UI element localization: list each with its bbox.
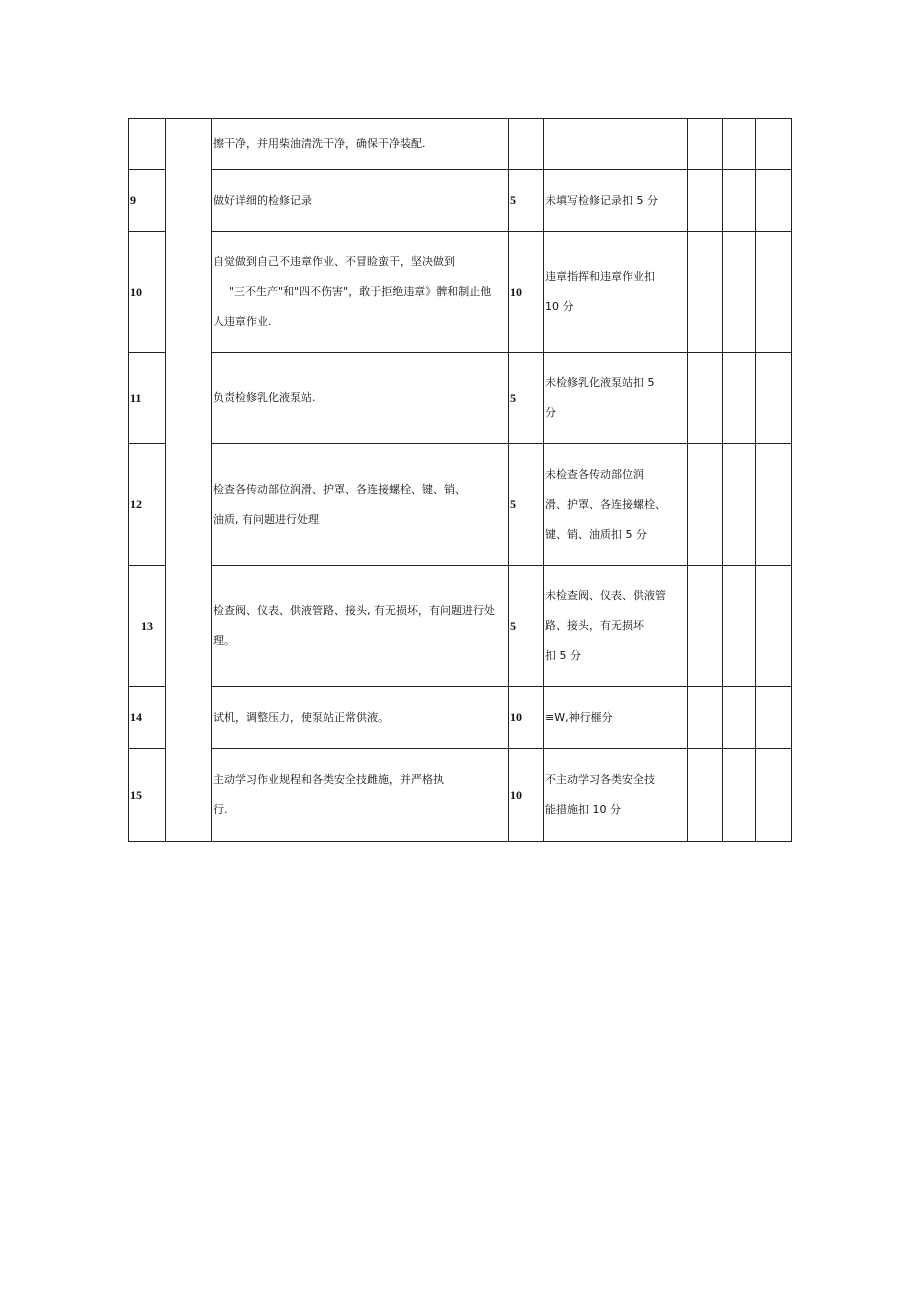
table-row <box>129 119 792 170</box>
item-number: 15 <box>129 749 166 842</box>
blank-cell <box>688 687 723 749</box>
blank-cell <box>723 566 756 687</box>
item-score: 10 <box>509 687 544 749</box>
item-score: 5 <box>509 353 544 444</box>
deduction-rule: 未检查阀、仪表、供液管 路、接头，有无损坏 扣 5 分 <box>544 566 688 687</box>
blank-cell <box>756 444 792 566</box>
item-content: 检查各传动部位润滑、护罩、各连接螺栓、键、销、 油质, 有问题进行处理 <box>212 444 509 566</box>
item-content: 做好详细的检修记录 <box>212 170 509 232</box>
category-cell <box>166 119 212 842</box>
blank-cell <box>723 232 756 353</box>
item-score: 5 <box>509 566 544 687</box>
blank-cell <box>723 119 756 170</box>
blank-cell <box>723 353 756 444</box>
item-content: 擦干净，并用柴油清洗干净，确保干净装配. <box>212 119 509 170</box>
blank-cell <box>688 353 723 444</box>
item-content: 负责检修乳化液泵站. <box>212 353 509 444</box>
deduction-rule <box>544 119 688 170</box>
blank-cell <box>723 170 756 232</box>
item-number: 11 <box>129 353 166 444</box>
table-row <box>129 566 792 687</box>
item-content: 主动学习作业规程和各类安全技雌施，并严格执 行. <box>212 749 509 842</box>
blank-cell <box>723 444 756 566</box>
blank-cell <box>688 444 723 566</box>
item-number: 12 <box>129 444 166 566</box>
deduction-rule: 不主动学习各类安全技 能措施扣 10 分 <box>544 749 688 842</box>
deduction-rule: 违章指挥和违章作业扣 10 分 <box>544 232 688 353</box>
item-score: 5 <box>509 170 544 232</box>
item-content: 检查阀、仪表、供液管路、接头, 有无损坏，有问题进行处 理。 <box>212 566 509 687</box>
blank-cell <box>756 687 792 749</box>
item-score: 10 <box>509 232 544 353</box>
item-score: 5 <box>509 444 544 566</box>
table-row <box>129 687 792 749</box>
table-row <box>129 232 792 353</box>
deduction-rule: ≡W,神行榧分 <box>544 687 688 749</box>
table-row <box>129 353 792 444</box>
item-number <box>129 119 166 170</box>
item-number: 13 <box>129 566 166 687</box>
blank-cell <box>756 119 792 170</box>
blank-cell <box>756 353 792 444</box>
blank-cell <box>756 749 792 842</box>
table-row <box>129 444 792 566</box>
blank-cell <box>688 119 723 170</box>
item-number: 10 <box>129 232 166 353</box>
deduction-rule: 未检查各传动部位润 滑、护罩、各连接螺栓、 键、销、油质扣 5 分 <box>544 444 688 566</box>
blank-cell <box>688 566 723 687</box>
item-content: 试机，调整压力，使泵站正常供液。 <box>212 687 509 749</box>
table-row <box>129 749 792 842</box>
item-number: 9 <box>129 170 166 232</box>
deduction-rule: 未填写检修记录扣 5 分 <box>544 170 688 232</box>
blank-cell <box>756 232 792 353</box>
table-row <box>129 170 792 232</box>
inspection-table <box>128 118 792 842</box>
blank-cell <box>688 749 723 842</box>
blank-cell <box>723 749 756 842</box>
item-score <box>509 119 544 170</box>
item-score: 10 <box>509 749 544 842</box>
deduction-rule: 未检修乳化液泵站扣 5 分 <box>544 353 688 444</box>
blank-cell <box>723 687 756 749</box>
item-content: 自觉做到自己不违章作业、不冒睑蛮干，坚决做到 "三不生产"和"四不伤害"，敢于拒绝违章》髀和制止他 人违章作业. <box>212 232 509 353</box>
blank-cell <box>756 170 792 232</box>
blank-cell <box>688 170 723 232</box>
blank-cell <box>688 232 723 353</box>
item-number: 14 <box>129 687 166 749</box>
blank-cell <box>756 566 792 687</box>
